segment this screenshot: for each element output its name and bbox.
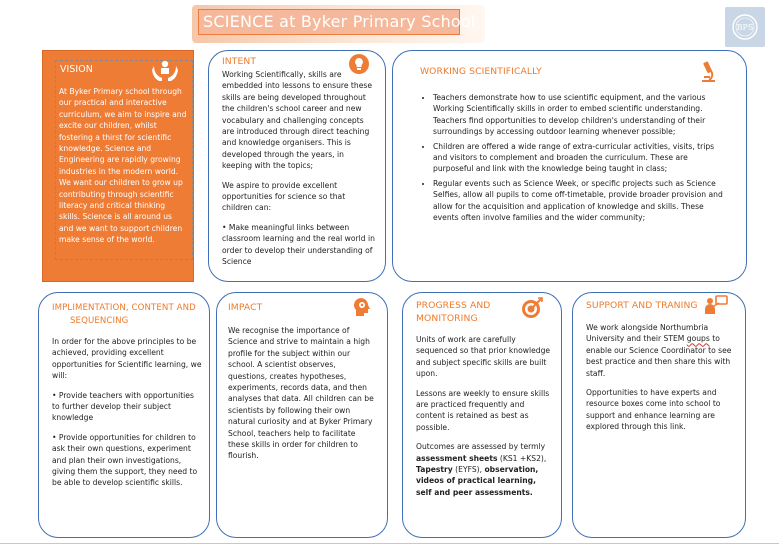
intent-bullet-text: Make meaningful links between classroom learning and the real world in order to develop their understanding of Science (222, 222, 375, 267)
working-scientifically-heading: WORKING SCIENTIFICALLY (420, 66, 542, 77)
working-scientifically-body (420, 92, 730, 226)
working-bullet: • Children are offered a wide range of extra-curricular activities, visits, trips and visitors to complement and broaden the curriculum. These are purposeful and link with the knowledge being taught in class; (433, 141, 730, 175)
impact-heading: IMPACT (228, 302, 263, 313)
implementation-bullet-1: • Provide teachers with opportunities to further develop their subject knowledge (52, 390, 194, 423)
school-logo-icon (725, 7, 765, 47)
implementation-paragraph: In order for the above principles to be achieved, providing excellent opportunities for Scientific learning, we will: (52, 337, 202, 381)
page-title: SCIENCE at Byker Primary School (203, 12, 476, 31)
support-text-b: to enable our Science Coordinator to see best practice and then share this with staff. (586, 334, 732, 378)
progress-eyfs-text: (EYFS), (452, 465, 485, 475)
support-heading: SUPPORT AND TRANING (586, 300, 698, 311)
progress-heading-line1: PROGRESS AND (416, 300, 491, 311)
intent-paragraph-1: Working Scientifically, skills are embedded into lessons to ensure these skills are being developed throughout the children's school career and new vocabulary and challenging concepts are introduced through direct teaching and knowledge organisers. This is developed through the years, in keeping with the topics; (222, 70, 373, 171)
progress-body (416, 334, 552, 506)
progress-paragraph-3 (416, 441, 552, 498)
working-bullet: • Teachers demonstrate how to use scientific equipment, and the various Working Scientifically skills in order to embed scientific understanding. Teachers find opportunities to develop children's understanding of their surroundings by accessing outdoor learning whenever possible; (433, 92, 730, 138)
progress-observation-text: observation, videos of practical learning, self and peer assessments. (416, 465, 539, 497)
progress-paragraph-1: Units of work are carefully sequenced so that prior knowledge and subject specific skills are built upon. (416, 335, 551, 379)
progress-tapestry: Tapestry (416, 465, 453, 475)
working-bullet: • Regular events such as Science Week, or specific projects such as Science Selfies, allow all pupils to come off-timetable, provide broader provision and allow for the acquisition and application of knowledge and skills. These events often involve families and the wider community; (433, 178, 730, 224)
page-bottom-rule (0, 543, 779, 544)
people-training-icon (704, 294, 728, 316)
support-body (586, 322, 734, 441)
impact-text: We recognise the importance of Science and strive to maintain a high profile for the subject within our school. A scientist observes, questions, creates hypotheses, experiments, records data, and then analyses that data. All children can be scientists by following their own natural curiosity and at Byker Primary School, teachers help to facilitate these skills in order for children to flourish. (228, 326, 374, 461)
vision-heading: VISION (60, 64, 93, 75)
support-paragraph-2: Opportunities to have experts and resource boxes come into school to support and enhance learning are explored through this link. (586, 388, 721, 432)
progress-assessment-lead: Outcomes are assessed by termly (416, 442, 546, 452)
microscope-icon (696, 60, 720, 84)
progress-paragraph-2: Lessons are weekly to ensure skills are practiced frequently and content is retained as best as possible. (416, 388, 550, 432)
intent-paragraph-2: We aspire to provide excellent opportunities for science so that children can: (222, 180, 346, 213)
support-misspelled-word: goups (686, 334, 710, 344)
target-icon (520, 296, 544, 320)
intent-body (222, 69, 376, 268)
intent-bullet: • Make meaningful links between classroom learning and the real world in order to develop their understanding of Science (222, 222, 375, 267)
hands-person-icon (152, 58, 178, 82)
logo-letters: BPS (736, 23, 754, 32)
implementation-bullet-2-text: Provide opportunities for children to ask their own questions, experiment and plan their own investigations, giving them the support, they need to be able to develop scientific skills. (52, 432, 198, 488)
progress-heading-line2: MONITORING (416, 313, 478, 324)
vision-text: At Byker Primary school through our practical and interactive curriculum, we aim to inspire and excite our children, whilst fostering a thirst for scientific knowledge. Science and Engineering are rapidly growing industries in the modern world. We want our children to grow up contributing through scientific literacy and critical thinking skills. Science is all around us and we want to support children make sense of the world. (59, 87, 187, 245)
intent-heading: INTENT (222, 56, 257, 67)
head-gear-icon (352, 296, 374, 318)
support-paragraph-1 (586, 322, 734, 379)
school-logo (725, 7, 765, 47)
support-text-a: We work alongside Northumbria University and their STEM (586, 323, 709, 344)
implementation-heading-line2: SEQUENCING (70, 316, 129, 326)
implementation-bullet-2: • Provide opportunities for children to ask their own questions, experiment and plan their own investigations, giving them the support, they need to be able to develop scientific skills. (52, 432, 198, 488)
implementation-heading-line1: IMPLIMENTATION, CONTENT AND (52, 303, 196, 313)
implementation-bullet-1-text: Provide teachers with opportunities to further develop their subject knowledge (52, 390, 194, 423)
progress-assessment-sheets: assessment sheets (416, 453, 498, 463)
implementation-body (52, 336, 202, 497)
progress-ks-text: (KS1 +KS2), (497, 453, 547, 463)
